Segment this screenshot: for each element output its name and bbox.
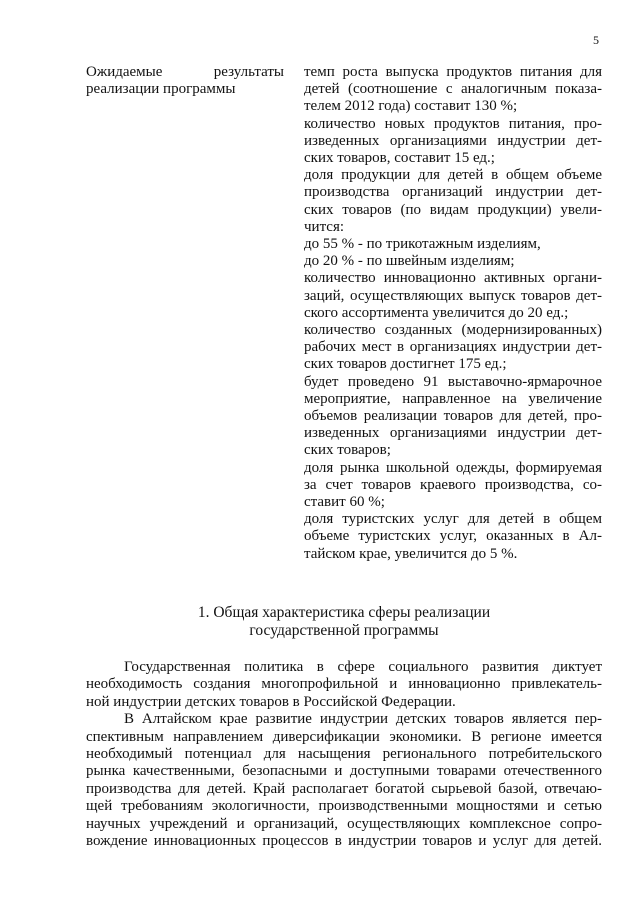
body-line: В Алтайском крае развитие индустрии детских товаров является пер-	[124, 711, 602, 728]
passport-value-line: будет проведено 91 выставочно-ярмарочное	[304, 373, 602, 390]
passport-value-line: объеме туристских услуг, оказанных в Ал-	[304, 528, 602, 545]
passport-value-line: количество инновационно активных органи-	[304, 270, 602, 287]
passport-value-line: тайском крае, увеличится до 5 %.	[304, 545, 518, 562]
body-line: производства для детей. Край располагает богатой сырьевой базой, отвечаю-	[86, 780, 602, 797]
page-number: 5	[593, 33, 599, 47]
passport-value-line: изведенных организациями индустрии дет-	[304, 132, 602, 149]
passport-value	[304, 64, 602, 563]
passport-value-line: за счет товаров краевого производства, со-	[304, 476, 602, 493]
passport-value-line: количество созданных (модернизированных)	[304, 322, 602, 339]
passport-value-line: ских товаров достигнет 175 ед.;	[304, 356, 507, 373]
passport-value-line: ских товаров;	[304, 442, 391, 459]
passport-value-line: ских товаров, составит 15 ед.;	[304, 150, 495, 167]
section-heading-line: 1. Общая характеристика сферы реализации	[197, 604, 491, 621]
passport-value-line: доля туристских услуг для детей в общем	[304, 511, 602, 528]
body-line: рынка качественными, безопасными и доступными товарами отечественного	[86, 763, 602, 780]
body-line: необходимость создания многопрофильной и инновационно привлекатель-	[86, 676, 602, 693]
passport-value-line: доля продукции для детей в общем объеме	[304, 167, 602, 184]
body-line: ной индустрии детских товаров в Российской Федерации.	[86, 693, 456, 710]
passport-value-line: рабочих мест в организациях индустрии дет-	[304, 339, 602, 356]
passport-value-line: заций, осуществляющих выпуск товаров дет-	[304, 287, 602, 304]
passport-value-line: детей (соотношение с аналогичным показа-	[304, 81, 602, 98]
section-heading-line: государственной программы	[249, 622, 439, 639]
passport-value-line: до 20 % - по швейным изделиям;	[304, 253, 515, 270]
passport-value-line: темп роста выпуска продуктов питания для	[304, 64, 602, 80]
body-line: Государственная политика в сфере социального развития диктует	[124, 659, 602, 675]
body-line: вождение инновационных процессов в индустрии товаров и услуг для детей.	[86, 833, 602, 850]
passport-value-line: количество новых продуктов питания, про-	[304, 115, 602, 132]
passport-value-line: мероприятие, направленное на увеличение	[304, 390, 602, 407]
passport-value-line: ских товаров (по видам продукции) увели-	[304, 201, 602, 218]
passport-value-line: объемов реализации товаров для детей, про-	[304, 408, 602, 425]
section-heading	[86, 604, 602, 640]
body-line: спективным направлением диверсификации экономики. В регионе имеется	[86, 728, 602, 745]
passport-value-line: ского ассортимента увеличится до 20 ед.;	[304, 304, 569, 321]
passport-value-line: производства организаций индустрии дет-	[304, 184, 602, 201]
body-line: научных учреждений и организаций, осуществляющих комплексное сопро-	[86, 815, 602, 832]
body-text	[86, 659, 602, 850]
body-line: щей требованиям экологичности, производственными мощностями и сетью	[86, 798, 602, 815]
passport-value-line: телем 2012 года) составит 130 %;	[304, 98, 518, 115]
passport-value-line: доля рынка школьной одежды, формируемая	[304, 459, 602, 476]
passport-value-line: до 55 % - по трикотажным изделиям,	[304, 236, 541, 253]
passport-value-line: изведенных организациями индустрии дет-	[304, 425, 602, 442]
passport-value-line: ставит 60 %;	[304, 494, 385, 511]
passport-label: Ожидаемые результаты реализации программы	[86, 64, 284, 98]
passport-value-line: чится:	[304, 218, 345, 235]
body-line: необходимый потенциал для насыщения регионального потребительского	[86, 746, 602, 763]
